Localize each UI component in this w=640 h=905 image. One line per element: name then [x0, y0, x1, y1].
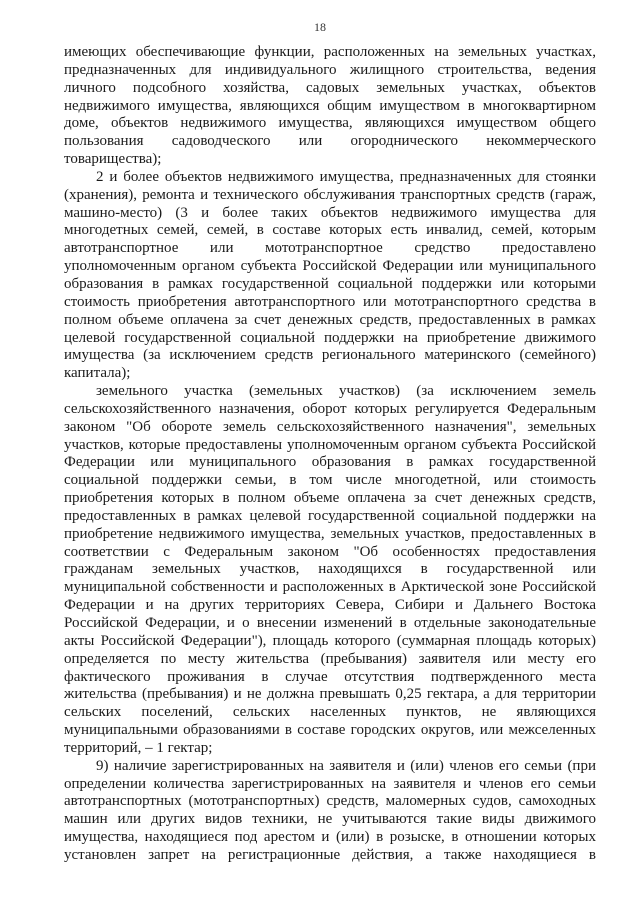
text-line: автотранспортное или мототранспортное средство предоставлено	[64, 240, 596, 257]
text-line: территорий, – 1 гектар;	[64, 739, 213, 756]
text-line: пользования садоводческого или огороднического некоммерческого	[64, 133, 596, 150]
text-line: Федерации или муниципального образования в рамках государственной	[64, 454, 596, 471]
text-line: фактического проживания в случае отсутствия подтвержденного места	[64, 668, 596, 685]
text-line: (хранения), ремонта и технического обслуживания транспортных средств (гараж,	[64, 186, 596, 203]
text-line: определении количества зарегистрированных на заявителя и членов его семьи	[64, 775, 596, 792]
text-line: земельного участка (земельных участков) (за исключением земель	[96, 383, 596, 400]
text-line: образования в рамках государственной социальной поддержки или которыми	[64, 275, 596, 292]
text-line: доме, объектов недвижимого имущества, являющихся имуществом общего	[64, 115, 596, 132]
page-number: 18	[314, 20, 326, 34]
text-line: муниципальными образованиями в составе городских округов, или межселенных	[64, 722, 596, 739]
text-line: сельских поселений, сельских населенных пунктов, не являющихся	[64, 704, 596, 721]
text-line: акты Российской Федерации"), площадь которого (суммарная площадь которых)	[64, 632, 596, 649]
text-line: участков, которые предоставлены уполномоченным органом субъекта Российской	[64, 436, 596, 453]
text-line: имущества (за исключением средств регионального материнского (семейного)	[64, 347, 596, 364]
text-line: жительства (пребывания) и не должна превышать 0,25 гектара, а для территории	[64, 686, 596, 703]
text-line: муниципальной собственности и расположенных в Арктической зоне Российской	[64, 579, 596, 596]
text-line: имущества, находящиеся под арестом и (или) в розыске, в отношении которых	[64, 829, 596, 846]
text-line: Российской Федерации, и о внесении изменений в отдельные законодательные	[64, 615, 596, 631]
text-line: гражданам земельных участков, находящихся в государственной или	[64, 561, 596, 578]
text-line: недвижимого имущества, являющихся общим имуществом в многоквартирном	[64, 97, 596, 114]
text-line: капитала);	[64, 365, 131, 382]
text-line: машино-место) (3 и более таких объектов недвижимого имущества для	[64, 204, 596, 221]
text-line: приобретение недвижимого имущества, земельных участков, предоставленных в	[64, 525, 596, 542]
text-line: машин или других видов техники, не учитываются такие виды движимого	[64, 811, 596, 828]
text-line: автотранспортных (мототранспортных) средств, маломерных судов, самоходных	[64, 793, 596, 810]
text-line: личного подсобного хозяйства, садовых земельных участках, объектов	[64, 79, 596, 96]
document-body	[64, 44, 596, 865]
text-line: уполномоченным органом субъекта Российской Федерации или муниципального	[64, 258, 596, 275]
text-line: имеющих обеспечивающие функции, расположенных на земельных участках,	[64, 44, 596, 60]
text-line: товарищества);	[64, 151, 162, 168]
text-line: целевой государственной социальной поддержки на приобретение движимого	[64, 329, 596, 346]
text-line: соответствии с Федеральным законом "Об особенностях предоставления	[64, 543, 596, 560]
text-line: многодетных семей, семей, в составе которых есть инвалид, семей, которым	[64, 222, 596, 239]
text-line: законом "Об обороте земель сельскохозяйственного назначения", земельных	[64, 418, 596, 435]
text-line: сельскохозяйственного назначения, оборот которых регулируется Федеральным	[64, 400, 596, 417]
text-line: предоставленных в рамках целевой государственной социальной поддержки на	[64, 507, 596, 524]
text-line: социальной поддержки семьи, в том числе многодетной, или стоимость	[64, 472, 596, 489]
text-line: определяется по месту жительства (пребывания) заявителя или месту его	[64, 650, 596, 667]
text-line: предназначенных для индивидуального жилищного строительства, ведения	[64, 61, 596, 78]
text-line: приобретения которых в полном объеме оплачена за счет денежных средств,	[64, 490, 596, 507]
text-line: полном объеме оплачена за счет денежных средств, предоставленных в рамках	[64, 311, 596, 328]
text-line: 9) наличие зарегистрированных на заявителя и (или) членов его семьи (при	[96, 757, 596, 774]
text-line: установлен запрет на регистрационные действия, а также находящиеся в	[64, 846, 596, 863]
text-line: 2 и более объектов недвижимого имущества, предназначенных для стоянки	[96, 168, 596, 185]
text-line: Федерации и на других территориях Севера, Сибири и Дальнего Востока	[64, 597, 596, 614]
text-line: стоимость приобретения автотранспортного или мототранспортного средства в	[64, 293, 596, 310]
